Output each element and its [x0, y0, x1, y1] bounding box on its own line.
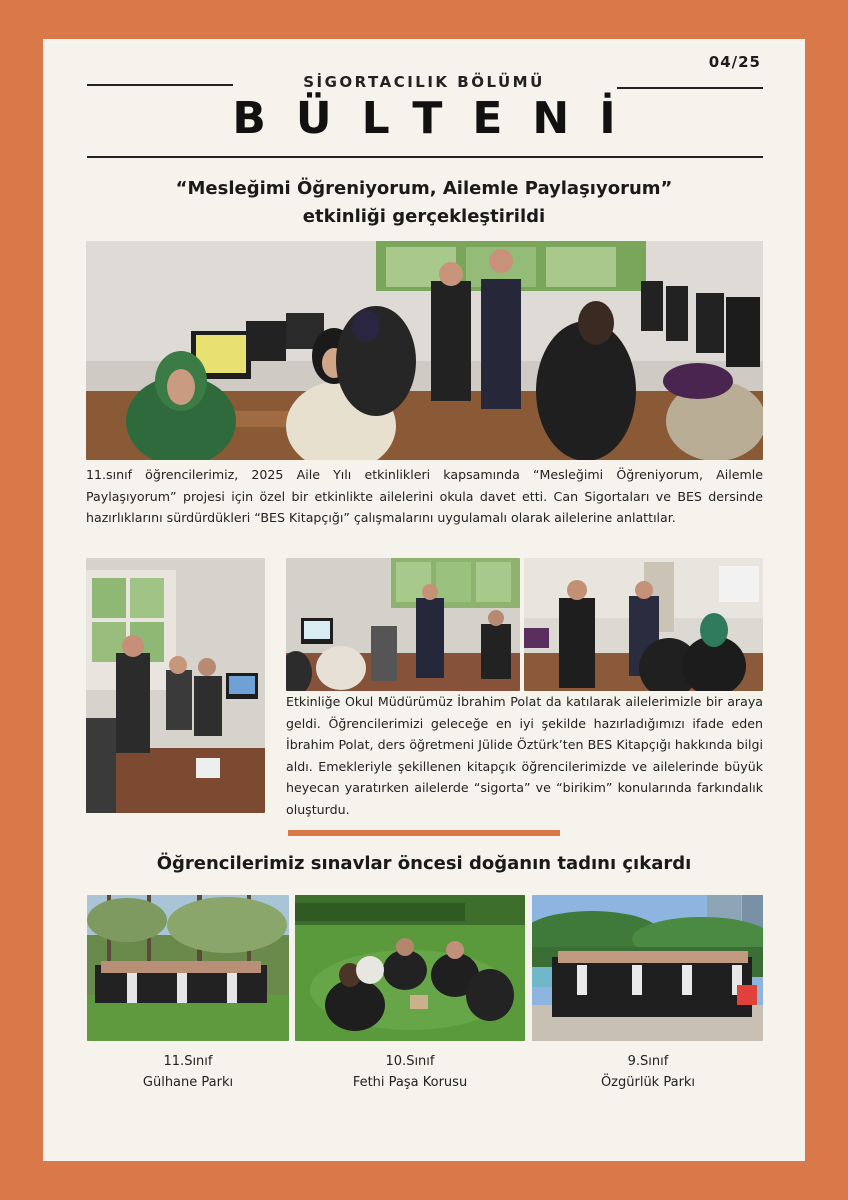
photo-gulhane-park — [87, 895, 289, 1041]
caption-grade: 11.Sınıf — [163, 1054, 213, 1069]
masthead-title: BÜLTENİ — [232, 93, 646, 144]
caption-grade: 9.Sınıf — [627, 1054, 669, 1069]
caption-10-sinif — [310, 1051, 510, 1093]
article1-headline-line1: “Mesleğimi Öğreniyorum, Ailemle Paylaşıyorum” — [175, 178, 673, 199]
department-kicker: SİGORTACILIK BÖLÜMÜ — [303, 73, 545, 91]
classroom-main-photo — [86, 241, 763, 460]
section-divider — [288, 830, 560, 836]
caption-9-sinif — [548, 1051, 748, 1093]
article1-headline-line2: etkinliği gerçekleştirildi — [302, 206, 546, 227]
caption-place: Gülhane Parkı — [142, 1075, 234, 1090]
caption-place: Fethi Paşa Korusu — [352, 1075, 468, 1090]
caption-11-sinif — [88, 1051, 288, 1093]
article1-paragraph2: Etkinliğe Okul Müdürümüz İbrahim Polat da katılarak ailelerimizle bir araya geldi. Öğrencilerimizi geleceğe en iyi şekilde hazırladığımızı ifade eden İbrahim Polat, ders öğretmeni Jülide Öztürk’ten BES Kitapçığı hakkında bilgi aldı. Emekleriyle şekillenen kitapçık öğrencilerimizde ve ailelerinde büyük heyecan yaratırken ailelerde “sigorta” ve “birikim” konularında farkındalık oluşturdu. — [286, 694, 763, 817]
photo-ozgurluk-park — [532, 895, 763, 1041]
article1-headline — [83, 175, 765, 231]
issue-number: 04/25 — [708, 53, 761, 71]
photo-principal-with-teacher — [524, 558, 763, 691]
article2-headline: Öğrencilerimiz sınavlar öncesi doğanın tadını çıkardı — [156, 853, 692, 874]
masthead-underline — [87, 156, 763, 158]
caption-grade: 10.Sınıf — [385, 1054, 435, 1069]
photo-fethi-pasa-korusu — [295, 895, 525, 1041]
newsletter-page — [43, 39, 805, 1161]
caption-place: Özgürlük Parkı — [600, 1075, 696, 1090]
article1-paragraph1: 11.sınıf öğrencilerimiz, 2025 Aile Yılı etkinlikleri kapsamında “Mesleğimi Öğreniyorum, Ailemle Paylaşıyorum” projesi için özel bir etkinlikte ailelerini okula davet etti. Can Sigortaları ve BES dersinde hazırlıklarını sürdürdükleri “BES Kitapçığı” çalışmalarını uygulamalı olarak ailelerine anlattılar. — [86, 467, 763, 525]
photo-principal-with-students — [86, 558, 265, 813]
photo-classroom-visit — [286, 558, 520, 691]
